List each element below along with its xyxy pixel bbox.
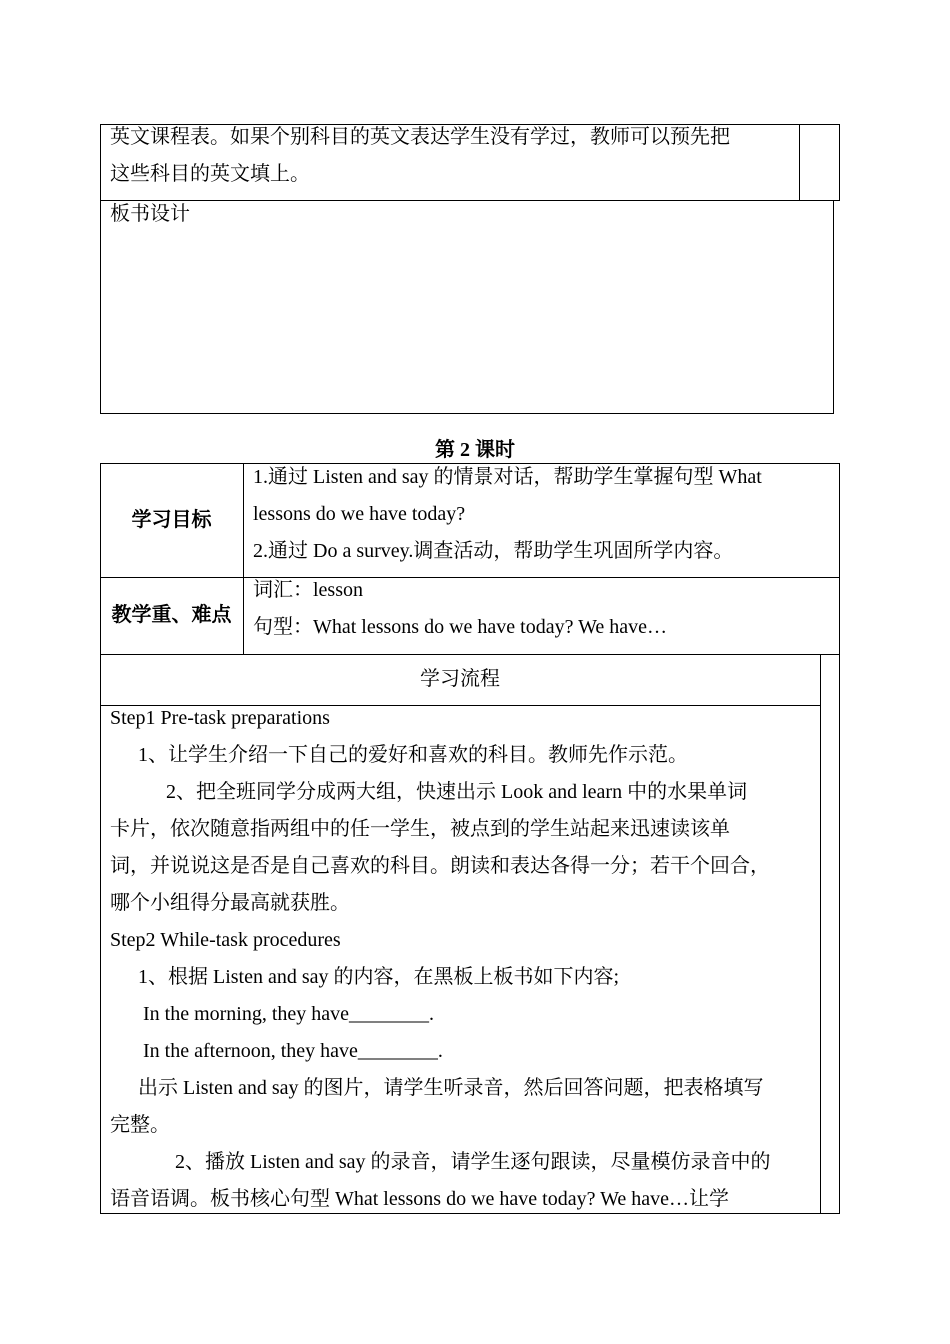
key-points-line-1: 词汇：lesson (253, 579, 363, 601)
process-line: 哪个小组得分最高就获胜。 (110, 892, 350, 914)
key-points-label: 教学重、难点 (111, 604, 232, 626)
process-header: 学习流程 (420, 668, 500, 690)
process-line: 1、根据 Listen and say 的内容，在黑板上板书如下内容; (138, 966, 620, 988)
process-line: 1、让学生介绍一下自己的爱好和喜欢的科目。教师先作示范。 (138, 744, 688, 766)
process-line: 语音语调。板书核心句型 What lessons do we have today? We have…让学 (110, 1188, 730, 1210)
process-line: Step2 While-task procedures (110, 929, 341, 951)
process-line: In the morning, they have________. (143, 1003, 435, 1025)
objectives-label: 学习目标 (131, 509, 212, 531)
objectives-row-divider (100, 577, 840, 578)
process-line: 卡片，依次随意指两组中的任一学生，被点到的学生站起来迅速读该单 (110, 818, 730, 840)
board-design-cell (100, 200, 834, 414)
process-line: In the afternoon, they have________. (143, 1040, 443, 1062)
process-line: 出示 Listen and say 的图片，请学生听录音，然后回答问题，把表格填写 (138, 1077, 764, 1099)
lesson-title: 第 2 课时 (435, 439, 515, 461)
objectives-line-3: 2.通过 Do a survey.调查活动，帮助学生巩固所学内容。 (253, 540, 734, 562)
process-line: Step1 Pre-task preparations (110, 707, 330, 729)
intro-cell-divider (799, 124, 800, 201)
process-line: 2、播放 Listen and say 的录音，请学生逐句跟读，尽量模仿录音中的 (175, 1151, 771, 1173)
process-right-divider (820, 654, 821, 1214)
process-line: 2、把全班同学分成两大组，快速出示 Look and learn 中的水果单词 (166, 781, 748, 803)
objectives-line-1: 1.通过 Listen and say 的情景对话，帮助学生掌握句型 What (253, 466, 762, 488)
objectives-label-divider (243, 463, 244, 655)
intro-line-2: 这些科目的英文填上。 (110, 163, 310, 185)
process-line: 完整。 (110, 1114, 170, 1136)
board-design-label: 板书设计 (110, 203, 190, 225)
objectives-line-2: lessons do we have today? (253, 503, 466, 525)
key-points-line-2: 句型：What lessons do we have today? We have… (253, 616, 668, 638)
process-line: 词，并说说这是否是自己喜欢的科目。朗读和表达各得一分；若干个回合， (110, 855, 770, 877)
intro-line-1: 英文课程表。如果个别科目的英文表达学生没有学过，教师可以预先把 (110, 126, 730, 148)
